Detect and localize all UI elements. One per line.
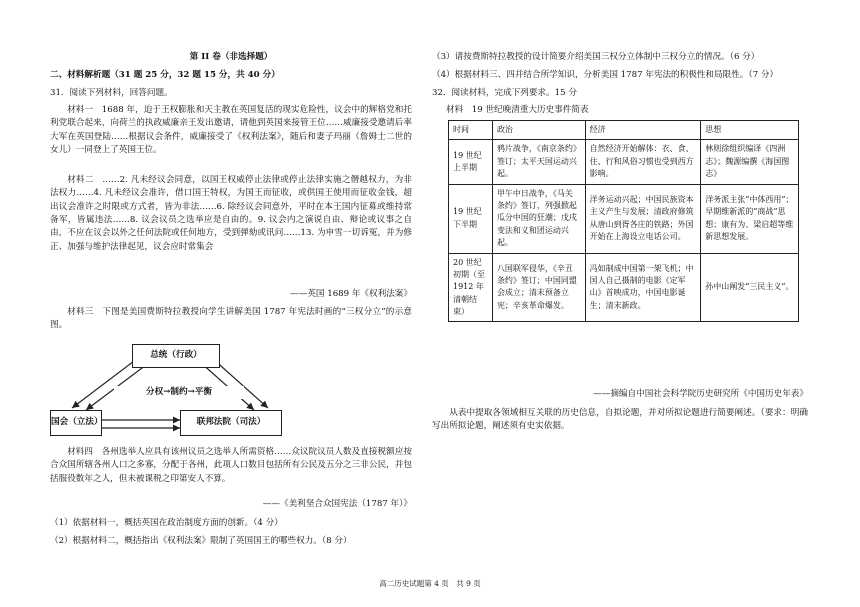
cell-politics: 八国联军侵华，《辛丑条约》签订；中国同盟会成立；清末预备立宪；辛亥革命爆发。	[492, 253, 585, 322]
table-row	[449, 140, 799, 184]
cell-politics: 甲午中日战争，《马关条约》签订，列强掀起瓜分中国的狂潮；戊戌变法和义和团运动兴起。	[492, 184, 585, 253]
material-two: 材料二 ……2. 凡未经议会同意，以国王权威停止法律或停止法律实施之僭越权力，为非法权力……4. 凡未经议会准许，借口国王特权，为国王而征收，或供国王使用而征收金钱，超出议会准许之时限或方式者，皆为非法……6. 除经议会同意外，平时在本王国内征募或维持常备军，皆属违法……8. 议会议员之选举应是自由的。9. 议会内之演说自由、辩论或议事之自由，不应在议会以外之任何法院或任何地方，受到弹劾或讯问……13. 为申雪一切诉冤，并为修正、加强与维护法律起见，议会应时常集会	[50, 175, 412, 252]
material-one: 材料一 1688 年，迫于王权膨胀和天主教在英国复活的现实危险性，议会中的辉格党和托利党联合起来，向荷兰的执政威廉亲王发出邀请，请他到英国来接管王位……威廉接受邀请后率大军在英国登陆……根据议会条件，威廉接受了《权利法案》，随后和妻子玛丽（詹姆士二世的女儿）一同登上了英国王位。	[50, 105, 412, 155]
header-economy: 经济	[585, 121, 701, 140]
table-row	[449, 184, 799, 253]
cell-time: 19 世纪下半期	[449, 184, 493, 253]
table-header-row	[449, 121, 799, 140]
q32-intro: 32．阅读材料，完成下列要求。15 分	[432, 88, 577, 98]
material-four-source: ——《美利坚合众国宪法（1787 年）》	[262, 499, 412, 509]
history-events-table	[448, 120, 799, 322]
cell-thought: 林则徐组织编译《四洲志》；魏源编撰《海国图志》	[701, 140, 799, 184]
table-source: ——摘编自中国社会科学院历史研究所《中国历史年表》	[593, 389, 808, 399]
cell-economy: 自然经济开始解体：衣、食、住、行和风俗习惯也受到西方影响。	[585, 140, 701, 184]
table-row	[449, 253, 799, 322]
header-time: 时间	[449, 121, 493, 140]
judicial-box: 联邦法院（司法）	[180, 410, 282, 436]
cell-time: 20 世纪初期（至 1912 年清朝结束）	[449, 253, 493, 322]
part-title: 第 II 卷（非选择题）	[189, 52, 273, 62]
cell-economy: 冯如制成中国第一架飞机；中国人自己摄制的电影《定军山》首映成功，中国电影诞生；清末新政。	[585, 253, 701, 322]
cell-thought: 孙中山阐发“三民主义”。	[701, 253, 799, 322]
cell-thought: 洋务派主张“中体西用”；早期维新派的“商战”思想；康有为、梁启超等维新思想发展。	[701, 184, 799, 253]
question-3: （3）请按费斯特拉教授的设计简要介绍美国三权分立体制中三权分立的情况。（6 分）	[432, 52, 760, 62]
cell-economy: 洋务运动兴起；中国民族资本主义产生与发展；清政府修筑从唐山到胥各庄的铁路；外国开始在上海设立电话公司。	[585, 184, 701, 253]
page-footer: 高二历史试题第 4 页 共 9 页	[379, 579, 481, 588]
header-politics: 政治	[492, 121, 585, 140]
material-two-source: ——英国 1689 年《权利法案》	[290, 289, 412, 299]
table-caption: 材料 19 世纪晚清重大历史事件简表	[446, 105, 589, 115]
legislative-box: 国会（立法）	[50, 410, 102, 436]
section-title: 二、材料解析题（31 题 25 分，32 题 15 分，共 40 分）	[50, 70, 280, 80]
material-three: 材料三 下图是美国费斯特拉教授向学生讲解美国 1787 年宪法时画的“三权分立”的示意图。	[50, 307, 412, 331]
separation-of-powers-diagram	[50, 336, 370, 442]
q31-intro: 31．阅读下列材料，回答问题。	[50, 88, 173, 98]
material-four: 材料四 各州选举人应具有该州议员之选举人所需资格……众议院议员人数及直接税额应按合众国所辖各州人口之多寡，分配于各州，此项人口数目包括所有公民及五分之三非公民，并包括服役数年之人，但未被课税之印第安人不算。	[50, 447, 412, 484]
question-4: （4）根据材料三、四并结合所学知识，分析美国 1787 年宪法的积极性和局限性。（7 分）	[432, 70, 779, 80]
header-thought: 思想	[701, 121, 799, 140]
question-2: （2）根据材料二，概括指出《权利法案》限制了英国国王的哪些权力。（8 分）	[50, 536, 352, 546]
executive-box: 总统（行政）	[132, 344, 220, 368]
requirement-text: 从表中提取各领域相互关联的历史信息，自拟论题，并对所拟论题进行简要阐述。（要求：明确写出所拟论题，阐述须有史实依据。	[432, 408, 808, 432]
diagram-center-label: 分权→制约→平衡	[114, 386, 244, 399]
cell-politics: 鸦片战争，《南京条约》签订；太平天国运动兴起。	[492, 140, 585, 184]
cell-time: 19 世纪上半期	[449, 140, 493, 184]
question-1: （1）依据材料一，概括英国在政治制度方面的创新。（4 分）	[50, 518, 283, 528]
